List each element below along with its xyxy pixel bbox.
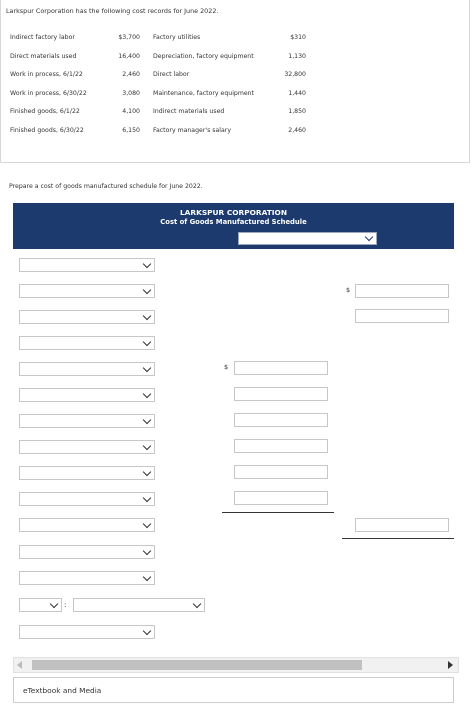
amount-input[interactable] — [234, 413, 328, 427]
chevron-down-icon — [50, 600, 58, 608]
line-item-select[interactable] — [19, 284, 155, 298]
total-input[interactable] — [355, 518, 449, 532]
instruction-text: Prepare a cost of goods manufactured schedule for June 2022. — [9, 183, 203, 190]
chevron-down-icon — [193, 600, 201, 608]
record-value: $3,700 — [118, 34, 140, 41]
record-label: Factory manager's salary — [153, 126, 232, 134]
line-item-select[interactable] — [19, 440, 155, 454]
amount-input[interactable] — [234, 439, 328, 453]
total-rule — [342, 538, 454, 539]
record-value: 32,800 — [284, 71, 306, 78]
label-prefix-select[interactable] — [19, 598, 62, 612]
record-label: Depreciation, factory equipment — [153, 52, 254, 60]
record-value: 4,100 — [122, 108, 140, 115]
line-item-select[interactable] — [73, 598, 205, 612]
chevron-down-icon — [143, 494, 151, 502]
record-value: 2,460 — [122, 71, 140, 78]
line-item-select[interactable] — [19, 518, 155, 532]
chevron-down-icon — [143, 627, 151, 635]
chevron-down-icon — [365, 233, 373, 241]
record-label: Direct labor — [153, 71, 190, 78]
etextbook-media-button[interactable] — [13, 677, 454, 703]
chevron-down-icon — [143, 260, 151, 268]
colon-separator: : — [64, 601, 67, 609]
record-value: 6,150 — [122, 126, 140, 134]
currency-symbol: $ — [346, 286, 351, 294]
record-label: Direct materials used — [10, 52, 77, 60]
record-label: Finished goods, 6/30/22 — [10, 126, 84, 134]
chevron-down-icon — [143, 442, 151, 450]
line-item-select[interactable] — [19, 362, 155, 376]
total-input[interactable] — [355, 284, 449, 298]
chevron-down-icon — [143, 416, 151, 424]
chevron-down-icon — [143, 390, 151, 398]
period-select[interactable] — [238, 232, 377, 245]
chevron-down-icon — [143, 338, 151, 346]
chevron-down-icon — [143, 547, 151, 555]
scroll-left-icon[interactable] — [17, 661, 22, 669]
line-item-select[interactable] — [19, 571, 155, 585]
record-label: Factory utilities — [153, 34, 201, 41]
record-value: 1,130 — [288, 52, 306, 60]
chevron-down-icon — [143, 364, 151, 372]
amount-input[interactable] — [234, 491, 328, 505]
record-value: 1,440 — [288, 89, 306, 97]
line-item-select[interactable] — [19, 545, 155, 559]
record-label: Maintenance, factory equipment — [153, 89, 255, 97]
problem-panel — [0, 0, 470, 163]
line-item-select[interactable] — [19, 625, 155, 639]
problem-intro: Larkspur Corporation has the following cost records for June 2022. — [6, 7, 219, 15]
line-item-select[interactable] — [19, 388, 155, 402]
record-label: Work in process, 6/30/22 — [10, 89, 87, 97]
record-value: 16,400 — [118, 52, 140, 60]
record-value: 2,460 — [288, 126, 306, 134]
record-value: 3,080 — [122, 89, 140, 97]
scroll-right-icon[interactable] — [448, 661, 453, 669]
total-input[interactable] — [355, 309, 449, 323]
currency-symbol: $ — [224, 363, 229, 371]
line-item-select[interactable] — [19, 466, 155, 480]
company-name: LARKSPUR CORPORATION — [179, 208, 288, 217]
record-label: Finished goods, 6/1/22 — [10, 108, 80, 115]
chevron-down-icon — [143, 520, 151, 528]
record-value: $310 — [290, 34, 306, 41]
line-item-select[interactable] — [19, 492, 155, 506]
record-label: Work in process, 6/1/22 — [10, 71, 83, 78]
subtotal-rule — [222, 512, 334, 513]
scrollbar-thumb[interactable] — [32, 660, 362, 670]
amount-input[interactable] — [234, 465, 328, 479]
line-item-select[interactable] — [19, 310, 155, 324]
horizontal-scrollbar[interactable] — [13, 657, 459, 673]
chevron-down-icon — [143, 312, 151, 320]
chevron-down-icon — [143, 286, 151, 294]
line-item-select[interactable] — [19, 414, 155, 428]
schedule-header — [13, 203, 454, 249]
chevron-down-icon — [143, 573, 151, 581]
record-value: 1,850 — [288, 108, 306, 115]
chevron-down-icon — [143, 468, 151, 476]
etextbook-media-label: eTextbook and Media — [23, 686, 102, 695]
line-item-select[interactable] — [19, 336, 155, 350]
amount-input[interactable] — [234, 361, 328, 375]
amount-input[interactable] — [234, 387, 328, 401]
record-label: Indirect materials used — [153, 108, 225, 115]
record-label: Indirect factory labor — [10, 34, 75, 41]
schedule-title: Cost of Goods Manufactured Schedule — [160, 218, 307, 226]
line-item-select[interactable] — [19, 258, 155, 272]
